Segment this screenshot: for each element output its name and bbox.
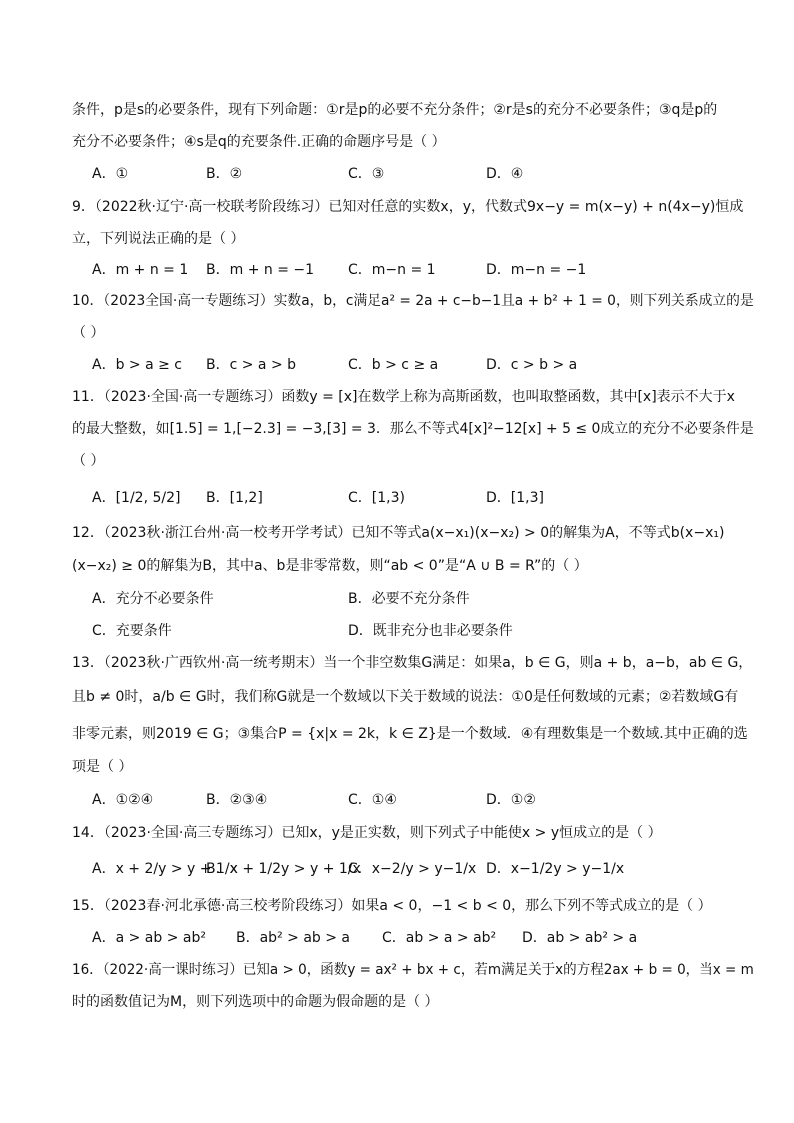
question-10-line-2: （ ） [72, 325, 105, 341]
q15-option-c: C．ab > a > ab² [382, 930, 497, 946]
question-13-line-4: 项是（ ） [72, 759, 133, 775]
q9-option-c: C．m−n = 1 [348, 262, 436, 278]
question-11-line-3: （ ） [72, 453, 105, 469]
question-8-stem-line-1: 条件，p是s的必要条件，现有下列命题：①r是p的必要不充分条件；②r是s的充分不必要条件；③q是p的 [72, 102, 718, 118]
q15-option-b: B．ab² > ab > a [236, 930, 350, 946]
q14-option-d: D．x−1/2y > y−1/x [486, 861, 625, 877]
q9-option-a: A．m + n = 1 [92, 262, 189, 278]
q13-option-c: C．①④ [348, 792, 397, 808]
q12-option-a: A．充分不必要条件 [92, 591, 214, 607]
question-9-line-2: 立，下列说法正确的是（ ） [72, 231, 245, 247]
q8-option-c: C．③ [348, 166, 385, 182]
q9-option-b: B．m + n = −1 [206, 262, 315, 278]
q8-option-b: B．② [206, 166, 243, 182]
question-10-line-1: 10．（2023全国·高一专题练习）实数a，b，c满足a² = 2a + c−b−1且a + b² + 1 = 0，则下列关系成立的是 [72, 293, 754, 309]
question-16-line-2: 时的函数值记为M，则下列选项中的命题为假命题的是（ ） [72, 994, 439, 1010]
question-11-line-1: 11．（2023·全国·高一专题练习）函数y = [x]在数学上称为高斯函数，也叫取整函数，其中[x]表示不大于x [72, 389, 735, 405]
q11-option-c: C．[1,3) [348, 490, 405, 506]
question-8-stem-line-2: 充分不必要条件；④s是q的充要条件.正确的命题序号是（ ） [72, 134, 446, 150]
q15-option-d: D．ab > ab² > a [522, 930, 638, 946]
q10-option-c: C．b > c ≥ a [348, 357, 439, 373]
q12-option-c: C．充要条件 [92, 623, 172, 639]
question-13-line-2: 且b ≠ 0时，a/b ∈ G时，我们称G就是一个数域以下关于数域的说法：①0是任何数域的元素；②若数域G有 [72, 689, 739, 705]
q8-option-a: A．① [92, 166, 129, 182]
question-12-line-2: (x−x₂) ≥ 0的解集为B，其中a、b是非零常数，则“ab < 0”是“A ∪ B = R”的（ ） [72, 558, 588, 574]
q11-option-b: B．[1,2] [206, 490, 263, 506]
q13-option-a: A．①②④ [92, 792, 154, 808]
question-14-line-1: 14．（2023·全国·高三专题练习）已知x，y是正实数，则下列式子中能使x > y恒成立的是（ ） [72, 825, 662, 841]
q15-option-a: A．a > ab > ab² [92, 930, 206, 946]
q11-option-d: D．[1,3] [486, 490, 544, 506]
q14-option-c: C．x−2/y > y−1/x [348, 861, 477, 877]
q9-option-d: D．m−n = −1 [486, 262, 587, 278]
q14-option-a: A．x + 2/y > y + 1/x [92, 861, 238, 877]
question-15-line-1: 15．（2023春·河北承德·高三校考阶段练习）如果a < 0，−1 < b < 0，那么下列不等式成立的是（ ） [72, 898, 712, 914]
question-9-line-1: 9．（2022秋·辽宁·高一校联考阶段练习）已知对任意的实数x，y，代数式9x−y = m(x−y) + n(4x−y)恒成 [72, 199, 744, 215]
question-13-line-1: 13．（2023秋·广西钦州·高一统考期末）当一个非空数集G满足：如果a，b ∈ G，则a + b，a−b，ab ∈ G， [72, 655, 753, 671]
q14-option-b: B．x + 1/2y > y + 1/x [206, 861, 361, 877]
q10-option-a: A．b > a ≥ c [92, 357, 183, 373]
q13-option-b: B．②③④ [206, 792, 268, 808]
q12-option-d: D．既非充分也非必要条件 [348, 623, 513, 639]
question-13-line-3: 非零元素，则2019 ∈ G；③集合P = {x|x = 2k，k ∈ Z}是一个数域．④有理数集是一个数域.其中正确的选 [72, 726, 748, 742]
question-11-line-2: 的最大整数，如[1.5] = 1,[−2.3] = −3,[3] = 3．那么不等式4[x]²−12[x] + 5 ≤ 0成立的充分不必要条件是 [72, 421, 754, 437]
q10-option-d: D．c > b > a [486, 357, 578, 373]
question-16-line-1: 16．（2022·高一课时练习）已知a > 0，函数y = ax² + bx + c，若m满足关于x的方程2ax + b = 0，当x = m [72, 962, 754, 978]
q10-option-b: B．c > a > b [206, 357, 297, 373]
q13-option-d: D．①② [486, 792, 536, 808]
q11-option-a: A．[1/2, 5/2] [92, 490, 181, 506]
q12-option-b: B．必要不充分条件 [348, 591, 470, 607]
q8-option-d: D．④ [486, 166, 524, 182]
question-12-line-1: 12．（2023秋·浙江台州·高一校考开学考试）已知不等式a(x−x₁)(x−x₂) > 0的解集为A，不等式b(x−x₁) [72, 525, 725, 541]
